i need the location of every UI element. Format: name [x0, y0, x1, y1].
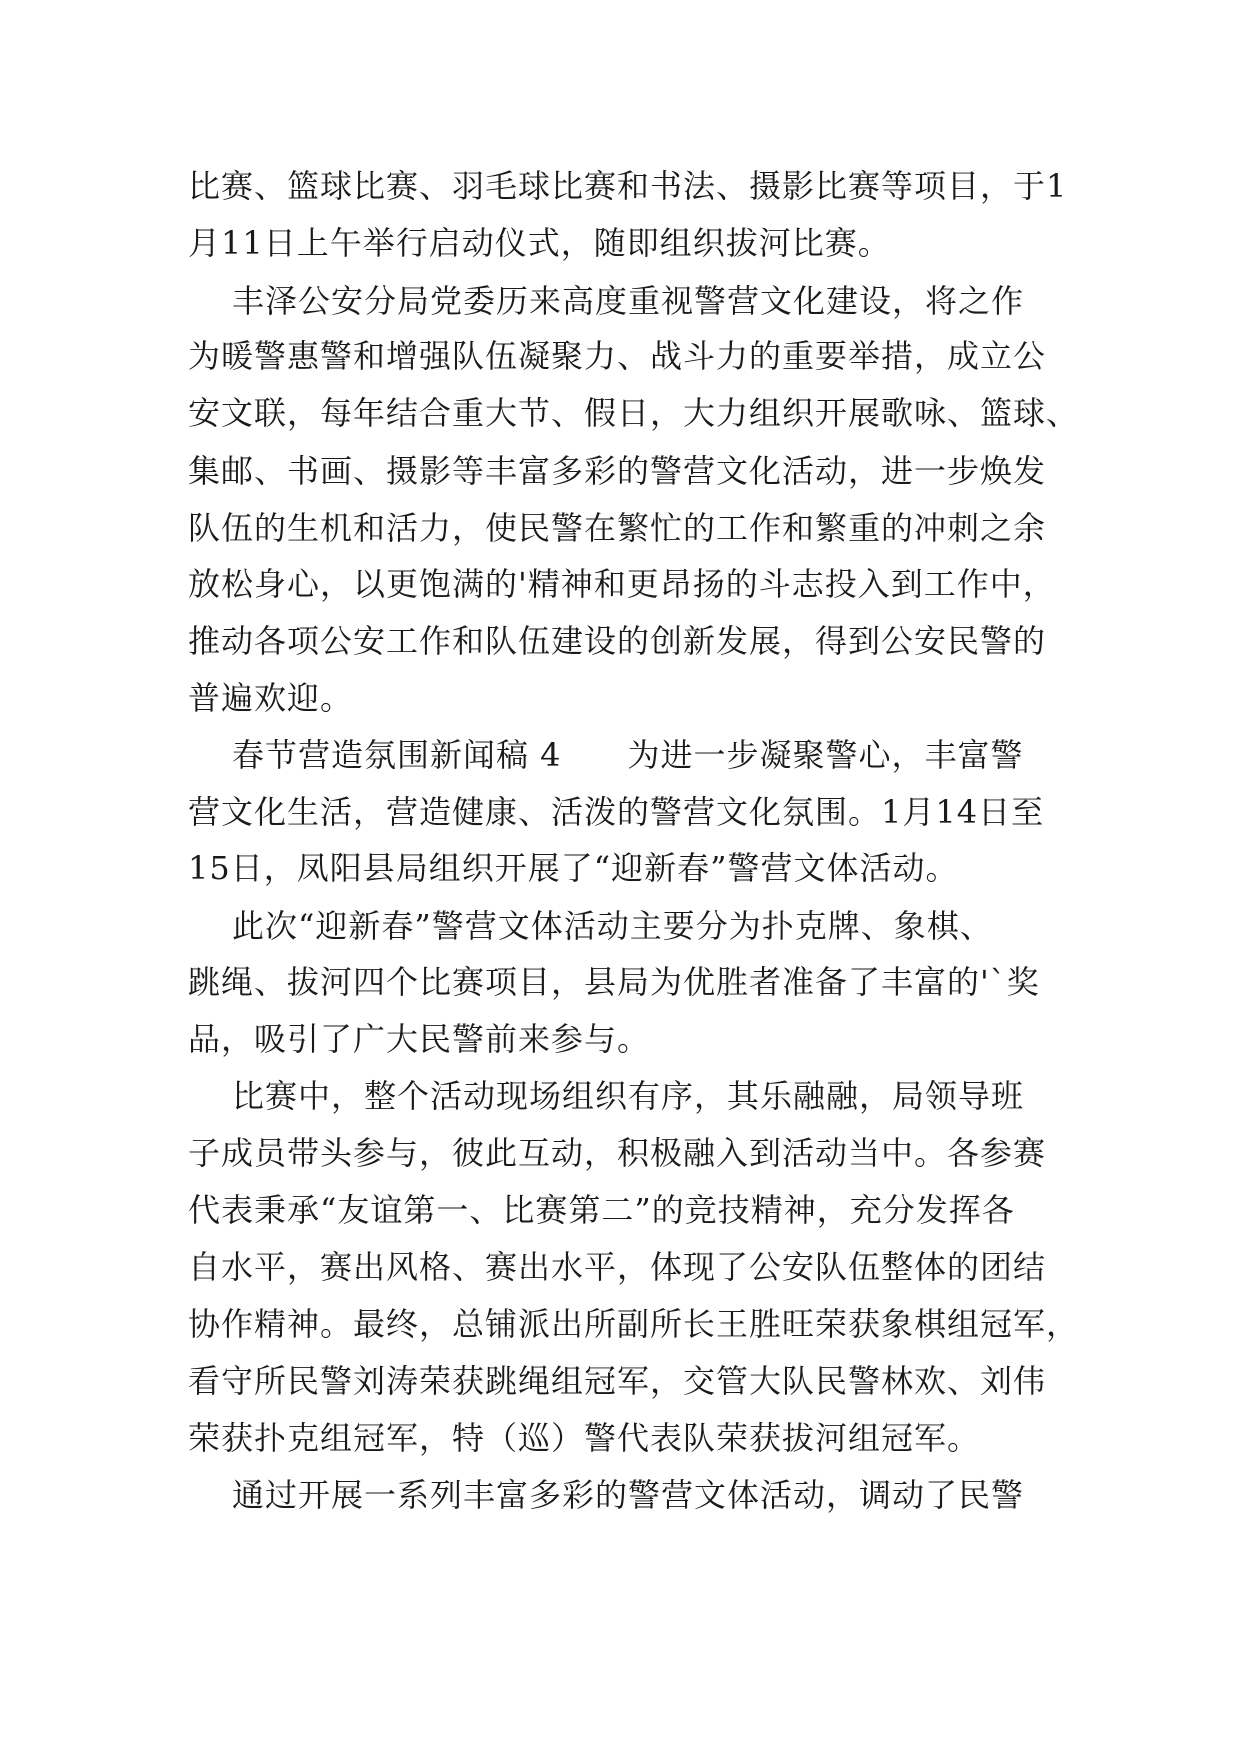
text-line: 协作精神。最终，总铺派出所副所长王胜旺荣获象棋组冠军，	[188, 1305, 1080, 1343]
text-line: 比赛、篮球比赛、羽毛球比赛和书法、摄影比赛等项目，于1	[188, 167, 1068, 205]
text-line: 代表秉承“友谊第一、比赛第二”的竞技精神，充分发挥各	[188, 1191, 1015, 1229]
text-line: 安文联，每年结合重大节、假日，大力组织开展歌咏、篮球、	[188, 394, 1080, 432]
text-line: 自水平，赛出风格、赛出水平，体现了公安队伍整体的团结	[188, 1248, 1047, 1286]
text-line: 跳绳、拔河四个比赛项目，县局为优胜者准备了丰富的'`奖	[188, 963, 1040, 1001]
text-line: 推动各项公安工作和队伍建设的创新发展，得到公安民警的	[188, 622, 1047, 660]
text-line: 通过开展一系列丰富多彩的警营文体活动，调动了民警	[232, 1476, 1025, 1514]
text-line: 队伍的生机和活力，使民警在繁忙的工作和繁重的冲刺之余	[188, 509, 1047, 547]
text-line: 品，吸引了广大民警前来参与。	[188, 1020, 651, 1058]
text-line: 春节营造氛围新闻稿 4 为进一步凝聚警心，丰富警	[232, 736, 1024, 774]
text-line: 放松身心，以更饱满的'精神和更昂扬的斗志投入到工作中，	[188, 565, 1056, 603]
text-line: 15日，凤阳县局组织开展了“迎新春”警营文体活动。	[188, 849, 959, 887]
text-line: 营文化生活，营造健康、活泼的警营文化氛围。1月14日至	[188, 793, 1045, 831]
text-line: 月11日上午举行启动仪式，随即组织拔河比赛。	[188, 224, 891, 262]
text-line: 丰泽公安分局党委历来高度重视警营文化建设，将之作	[232, 282, 1025, 320]
text-line: 集邮、书画、摄影等丰富多彩的警营文化活动，进一步焕发	[188, 452, 1047, 490]
text-line: 看守所民警刘涛荣获跳绳组冠军，交管大队民警林欢、刘伟	[188, 1362, 1047, 1400]
text-line: 普遍欢迎。	[188, 679, 354, 717]
text-line: 子成员带头参与，彼此互动，积极融入到活动当中。各参赛	[188, 1134, 1047, 1172]
text-line: 为暖警惠警和增强队伍凝聚力、战斗力的重要举措，成立公	[188, 337, 1047, 375]
text-line: 荣获扑克组冠军，特（巡）警代表队荣获拔河组冠军。	[188, 1419, 981, 1457]
text-line: 比赛中，整个活动现场组织有序，其乐融融，局领导班	[232, 1077, 1025, 1115]
text-line: 此次“迎新春”警营文体活动主要分为扑克牌、象棋、	[232, 907, 993, 945]
